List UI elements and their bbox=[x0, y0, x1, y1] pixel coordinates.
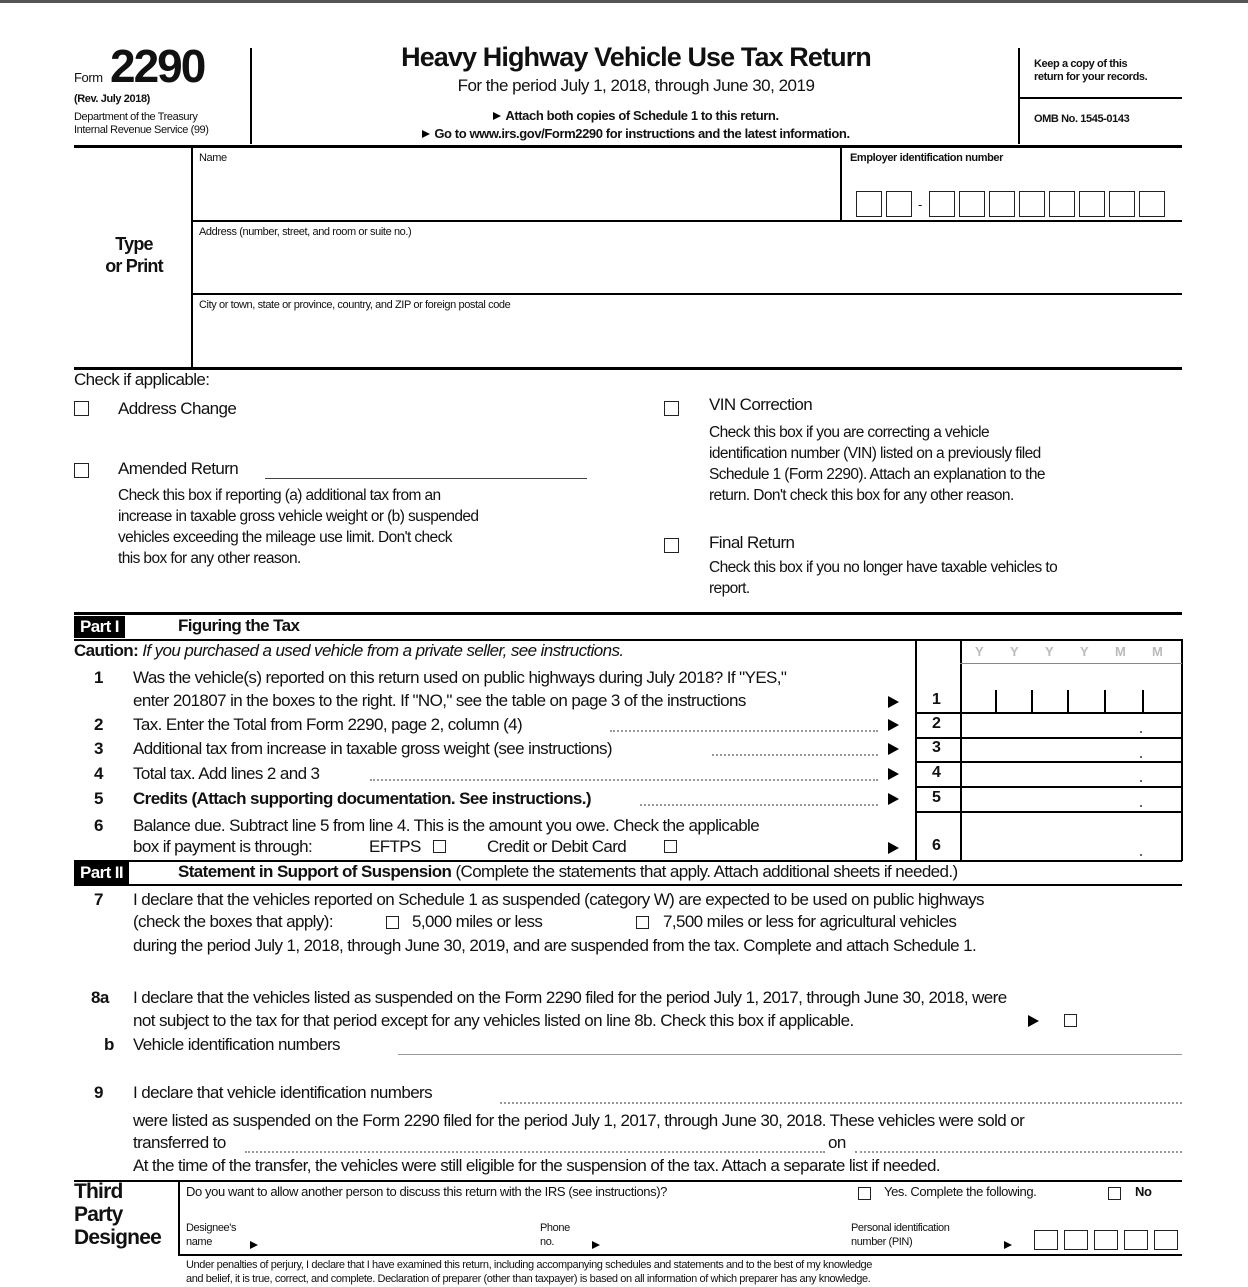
pin-digit-box[interactable] bbox=[1064, 1230, 1088, 1250]
line3-box-number: 3 bbox=[932, 739, 941, 756]
address-field[interactable] bbox=[199, 244, 1178, 292]
amended-desc-line: increase in taxable gross vehicle weight or (b) suspended bbox=[118, 508, 479, 525]
decimal-point bbox=[1140, 805, 1142, 807]
designee-name-field[interactable] bbox=[264, 1228, 538, 1250]
suspend-7500-label: 7,500 miles or less for agricultural vehicles bbox=[663, 912, 957, 931]
line5-number: 5 bbox=[94, 789, 103, 808]
row5-bottom-rule bbox=[915, 811, 1182, 813]
line6-box-number: 6 bbox=[932, 837, 941, 854]
designee-phone-label-line1: Phone bbox=[540, 1222, 570, 1234]
leader-dots bbox=[712, 754, 878, 756]
pin-digit-box[interactable] bbox=[1034, 1230, 1058, 1250]
line8a-number: 8a bbox=[91, 988, 109, 1007]
final-desc-line: Check this box if you no longer have taxable vehicles to bbox=[709, 559, 1058, 576]
caution-text: If you purchased a used vehicle from a private seller, see instructions. bbox=[142, 641, 624, 660]
viewer-top-border bbox=[0, 0, 1248, 3]
perjury-line: and belief, it is true, correct, and complete. Declaration of preparer (other than taxpayer) is based on all information of which preparer has any knowledge. bbox=[186, 1273, 871, 1285]
date-tick bbox=[1142, 690, 1144, 712]
line2-text: Tax. Enter the Total from Form 2290, page 2, column (4) bbox=[133, 715, 523, 734]
date-tick bbox=[1104, 690, 1106, 712]
designee-heading-line: Party bbox=[74, 1203, 123, 1226]
line4-box-number: 4 bbox=[932, 764, 941, 781]
leader-dots bbox=[370, 779, 878, 781]
designee-yes-label: Yes. Complete the following. bbox=[884, 1184, 1037, 1199]
leader-dots bbox=[610, 730, 878, 732]
header-divider-left bbox=[250, 48, 252, 144]
omb-divider bbox=[1020, 97, 1182, 99]
part1-label: Part I bbox=[74, 616, 125, 638]
amended-desc-line: vehicles exceeding the mileage use limit. Don't check bbox=[118, 529, 452, 546]
leader-dots bbox=[640, 804, 878, 806]
arrow-icon bbox=[1004, 1241, 1012, 1249]
line6-text-a: Balance due. Subtract line 5 from line 4. This is the amount you owe. Check the applicable bbox=[133, 816, 760, 835]
designee-pin-label-line2: number (PIN) bbox=[851, 1236, 913, 1248]
final-return-checkbox[interactable] bbox=[664, 538, 679, 553]
line1-text-b: enter 201807 in the boxes to the right. If "NO," see the table on page 3 of the instructions bbox=[133, 691, 746, 710]
date-tick bbox=[1067, 690, 1069, 712]
line6-number: 6 bbox=[94, 816, 103, 835]
address-change-checkbox[interactable] bbox=[74, 401, 89, 416]
tax-period: For the period July 1, 2018, through June 30, 2019 bbox=[457, 76, 815, 95]
or-print-label: or Print bbox=[105, 256, 163, 276]
part2-label: Part II bbox=[74, 862, 129, 884]
form-revision: (Rev. July 2018) bbox=[74, 93, 150, 105]
ein-divider bbox=[840, 148, 842, 220]
date-header-cell: M bbox=[1152, 644, 1163, 659]
amended-return-label: Amended Return bbox=[118, 459, 239, 478]
perjury-line: Under penalties of perjury, I declare that I have examined this return, including accompanying schedules and statements and to the best of my knowledge bbox=[186, 1259, 872, 1271]
designee-phone-label-line2: no. bbox=[540, 1236, 555, 1248]
vin-correction-description bbox=[709, 422, 1045, 506]
line9-vin-field[interactable] bbox=[500, 1102, 1182, 1104]
line5-box-number: 5 bbox=[932, 789, 941, 806]
vin-correction-checkbox[interactable] bbox=[664, 401, 679, 416]
final-return-label: Final Return bbox=[709, 533, 795, 552]
line9-text-c: transferred to bbox=[133, 1133, 226, 1152]
header-divider-right bbox=[1018, 48, 1020, 144]
pin-digit-box[interactable] bbox=[1154, 1230, 1178, 1250]
form-number: 2290 bbox=[110, 40, 205, 92]
designee-divider bbox=[178, 1182, 180, 1254]
date-header-cell: Y bbox=[1045, 644, 1054, 659]
attach-instruction-text: Attach both copies of Schedule 1 to this return. bbox=[505, 108, 779, 123]
part2-subtitle: (Complete the statements that apply. Attach additional sheets if needed.) bbox=[455, 862, 958, 881]
line8b-letter: b bbox=[104, 1035, 114, 1054]
line2-number: 2 bbox=[94, 715, 103, 734]
ein-digit-box[interactable] bbox=[1139, 191, 1165, 217]
line3-additional-tax[interactable] bbox=[964, 740, 1138, 762]
arrow-icon bbox=[250, 1241, 258, 1249]
type-or-print bbox=[96, 233, 172, 277]
date-header-cell: M bbox=[1115, 644, 1126, 659]
designee-heading-line: Designee bbox=[74, 1226, 161, 1249]
ein-digit-box[interactable] bbox=[929, 191, 955, 217]
applicable-heading: Check if applicable: bbox=[74, 370, 210, 389]
date-header-cell: Y bbox=[1080, 644, 1089, 659]
header-bottom-rule bbox=[74, 145, 1182, 148]
attach-instruction bbox=[258, 108, 1014, 123]
line8a-text-a: I declare that the vehicles listed as suspended on the Form 2290 filed for the period July 1, 2017, through June 30, 2018, were bbox=[133, 988, 1007, 1007]
line9-transferee-field[interactable] bbox=[245, 1151, 825, 1153]
part1-title: Figuring the Tax bbox=[178, 616, 300, 635]
arrow-icon bbox=[888, 793, 899, 805]
line5-text bbox=[133, 789, 591, 809]
identity-bottom-rule bbox=[74, 367, 1182, 370]
line9-number: 9 bbox=[94, 1083, 103, 1102]
designee-name-label-line1: Designee's bbox=[186, 1222, 237, 1234]
line7-text-c: during the period July 1, 2018, through June 30, 2019, and are suspended from the tax. Complete and attach Schedule 1. bbox=[133, 936, 977, 955]
arrow-icon bbox=[888, 696, 899, 708]
lineno-column-left bbox=[915, 639, 917, 861]
amount-column-right bbox=[1181, 639, 1183, 861]
part2-title-rule bbox=[74, 884, 1182, 886]
date-tick bbox=[1031, 690, 1033, 712]
designee-top-rule bbox=[74, 1180, 1182, 1182]
designee-heading bbox=[74, 1180, 161, 1249]
line4-text: Total tax. Add lines 2 and 3 bbox=[133, 764, 320, 783]
vin-desc-line: Schedule 1 (Form 2290). Attach an explanation to the bbox=[709, 466, 1045, 483]
line2-box-number: 2 bbox=[932, 715, 941, 732]
pin-digit-box[interactable] bbox=[1094, 1230, 1118, 1250]
ein-dash: - bbox=[918, 197, 923, 212]
row2-bottom-rule bbox=[915, 737, 1182, 739]
line9-text-d: At the time of the transfer, the vehicles were still eligible for the suspension of the tax. Attach a separate list if needed. bbox=[133, 1156, 941, 1175]
form-title: Heavy Highway Vehicle Use Tax Return bbox=[401, 42, 871, 72]
eftps-label: EFTPS bbox=[369, 837, 421, 856]
ein-digit-box[interactable] bbox=[1079, 191, 1105, 217]
designee-question: Do you want to allow another person to discuss this return with the IRS (see instructions)? bbox=[186, 1184, 667, 1199]
row1-bottom-rule bbox=[915, 712, 1182, 714]
city-field[interactable] bbox=[199, 317, 1178, 365]
designee-heading-line: Third bbox=[74, 1180, 123, 1203]
goto-instruction bbox=[258, 126, 1014, 141]
line1-box-number: 1 bbox=[932, 691, 941, 708]
part2-title: Statement in Support of Suspension bbox=[178, 862, 452, 881]
decimal-point bbox=[1140, 780, 1142, 782]
line9-text-b: were listed as suspended on the Form 2290 filed for the period July 1, 2017, through June 30, 2018. These vehicles were sold or bbox=[133, 1111, 1025, 1130]
decimal-point bbox=[1140, 731, 1142, 733]
line5-credits[interactable] bbox=[964, 789, 1138, 811]
line6-balance-due[interactable] bbox=[964, 835, 1138, 857]
date-header-cell: Y bbox=[1010, 644, 1019, 659]
designee-pin-label-line1: Personal identification bbox=[851, 1222, 950, 1234]
amended-description bbox=[118, 485, 478, 569]
ein-digit-box[interactable] bbox=[989, 191, 1015, 217]
line8b-vin-field[interactable] bbox=[398, 1054, 1182, 1055]
line3-text: Additional tax from increase in taxable gross weight (see instructions) bbox=[133, 739, 612, 758]
row4-bottom-rule bbox=[915, 786, 1182, 788]
line4-total-tax[interactable] bbox=[964, 764, 1138, 786]
line7-text-a: I declare that the vehicles reported on Schedule 1 as suspended (category W) are expected to be used on public highways bbox=[133, 890, 984, 909]
ein-digit-box[interactable] bbox=[1019, 191, 1045, 217]
designee-phone-field[interactable] bbox=[606, 1228, 845, 1250]
suspend-7500-checkbox[interactable] bbox=[636, 916, 649, 929]
arrow-icon bbox=[1028, 1015, 1039, 1027]
line9-on-label: on bbox=[828, 1133, 846, 1152]
dept-irs: Internal Revenue Service (99) bbox=[74, 124, 209, 136]
vin-desc-line: identification number (VIN) listed on a previously filed bbox=[709, 445, 1041, 462]
amended-desc-line: Check this box if reporting (a) additional tax from an bbox=[118, 487, 441, 504]
line2-tax-amount[interactable] bbox=[964, 715, 1138, 737]
date-tick bbox=[995, 690, 997, 712]
ein-digit-box[interactable] bbox=[886, 191, 912, 217]
name-bottom-rule bbox=[191, 220, 1182, 222]
designee-no-checkbox[interactable] bbox=[1108, 1187, 1121, 1200]
keep-copy-line2: return for your records. bbox=[1034, 71, 1148, 83]
line3-number: 3 bbox=[94, 739, 103, 758]
ein-digit-box[interactable] bbox=[1109, 191, 1135, 217]
keep-copy-note bbox=[1034, 58, 1147, 84]
designee-name-label-line2: name bbox=[186, 1236, 212, 1248]
designee-yes-checkbox[interactable] bbox=[858, 1187, 871, 1200]
arrow-icon bbox=[888, 842, 899, 854]
line8a-text-b: not subject to the tax for that period except for any vehicles listed on line 8b. Check this box if applicable. bbox=[133, 1011, 854, 1030]
arrow-icon bbox=[888, 768, 899, 780]
amended-month-line[interactable] bbox=[265, 478, 587, 479]
line8a-checkbox[interactable] bbox=[1064, 1014, 1077, 1027]
line5-text-content: Credits (Attach supporting documentation. See instructions.) bbox=[133, 789, 591, 808]
arrow-icon bbox=[493, 112, 501, 120]
pin-digit-box[interactable] bbox=[1124, 1230, 1148, 1250]
part1-top-rule bbox=[74, 612, 1182, 615]
identity-left-border bbox=[191, 148, 193, 368]
line8b-text: Vehicle identification numbers bbox=[133, 1035, 340, 1054]
goto-instruction-text: Go to www.irs.gov/Form2290 for instructions and the latest information. bbox=[434, 126, 850, 141]
amended-return-checkbox[interactable] bbox=[74, 463, 89, 478]
line4-number: 4 bbox=[94, 764, 103, 783]
line1-number: 1 bbox=[94, 668, 103, 687]
vin-desc-line: return. Don't check this box for any other reason. bbox=[709, 487, 1014, 504]
vin-desc-line: Check this box if you are correcting a vehicle bbox=[709, 424, 989, 441]
ein-label: Employer identification number bbox=[850, 152, 1004, 164]
designee-name-label bbox=[186, 1221, 236, 1249]
arrow-icon bbox=[422, 130, 430, 138]
type-label: Type bbox=[115, 234, 153, 254]
eftps-checkbox[interactable] bbox=[433, 840, 446, 853]
caution-line bbox=[74, 641, 624, 661]
vin-correction-label: VIN Correction bbox=[709, 395, 813, 414]
form-word: Form bbox=[74, 70, 103, 85]
suspend-5000-label: 5,000 miles or less bbox=[412, 912, 543, 931]
date-header-rule bbox=[960, 663, 1182, 664]
ein-digit-box[interactable] bbox=[959, 191, 985, 217]
amount-column-left bbox=[960, 639, 962, 861]
decimal-point bbox=[1140, 854, 1142, 856]
card-label: Credit or Debit Card bbox=[487, 837, 627, 856]
card-checkbox[interactable] bbox=[664, 840, 677, 853]
ein-digit-box[interactable] bbox=[856, 191, 882, 217]
caution-label: Caution: bbox=[74, 641, 139, 660]
signature-top-rule bbox=[178, 1254, 1182, 1256]
perjury-statement bbox=[186, 1258, 872, 1286]
arrow-icon bbox=[888, 743, 899, 755]
designee-no-label: No bbox=[1135, 1184, 1152, 1199]
address-bottom-rule bbox=[191, 293, 1182, 295]
line7-number: 7 bbox=[94, 890, 103, 909]
keep-copy-line1: Keep a copy of this bbox=[1034, 58, 1128, 70]
final-desc-line: report. bbox=[709, 580, 750, 597]
name-label: Name bbox=[199, 152, 227, 164]
line9-date-field[interactable] bbox=[855, 1151, 1182, 1153]
designee-pin-label bbox=[851, 1221, 949, 1249]
suspend-5000-checkbox[interactable] bbox=[386, 916, 399, 929]
omb-number: OMB No. 1545-0143 bbox=[1034, 113, 1130, 125]
final-return-description bbox=[709, 557, 1057, 599]
part2-heading bbox=[178, 862, 958, 882]
amended-desc-line: this box for any other reason. bbox=[118, 550, 301, 567]
ein-digit-box[interactable] bbox=[1049, 191, 1075, 217]
arrow-icon bbox=[592, 1241, 600, 1249]
address-change-label: Address Change bbox=[118, 399, 237, 418]
date-header-cell: Y bbox=[975, 644, 984, 659]
decimal-point bbox=[1140, 756, 1142, 758]
arrow-icon bbox=[888, 719, 899, 731]
city-label: City or town, state or province, country, and ZIP or foreign postal code bbox=[199, 299, 511, 311]
dept-treasury: Department of the Treasury bbox=[74, 111, 198, 123]
line9-text-a: I declare that vehicle identification numbers bbox=[133, 1083, 433, 1102]
line7-text-b: (check the boxes that apply): bbox=[133, 912, 333, 931]
name-field[interactable] bbox=[199, 168, 833, 216]
address-label: Address (number, street, and room or suite no.) bbox=[199, 226, 412, 238]
line1-text-a: Was the vehicle(s) reported on this return used on public highways during July 2018? If "YES," bbox=[133, 668, 787, 687]
line6-text-b: box if payment is through: bbox=[133, 837, 313, 856]
designee-phone-label bbox=[540, 1221, 570, 1249]
